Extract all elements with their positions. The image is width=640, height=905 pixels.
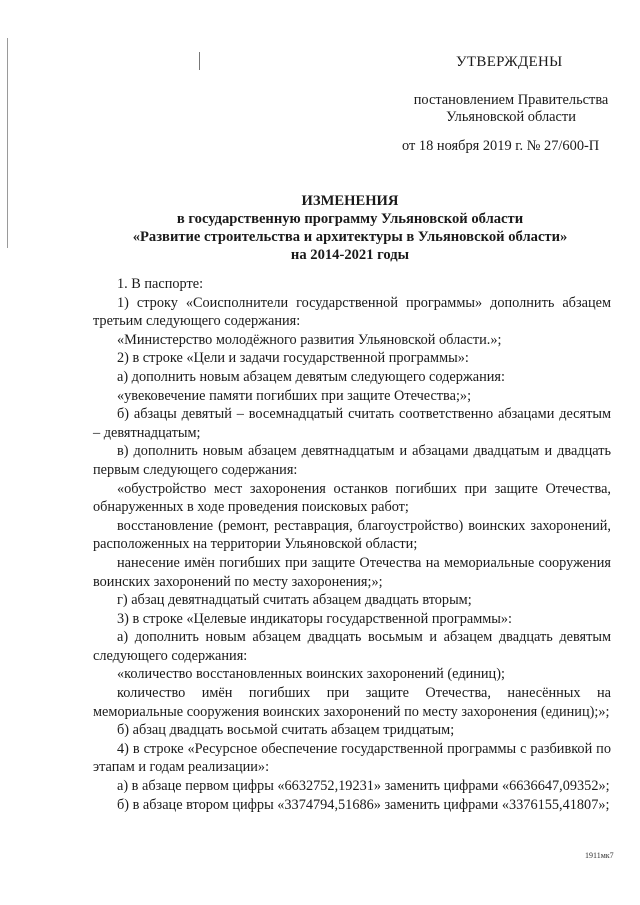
title-line-2: в государственную программу Ульяновской области [176,211,524,227]
document-title [90,192,610,264]
paragraph-14: а) дополнить новым абзацем двадцать восьмым и абзацем двадцать девятым следующего содержания: [93,629,611,664]
scan-mark [199,52,200,70]
paragraph-19: а) в абзаце первом цифры «6632752,19231» заменить цифрами «6636647,09352»; [117,778,610,795]
paragraph-12: г) абзац девятнадцатый считать абзацем двадцать вторым; [117,592,472,609]
scan-edge-line [7,38,8,248]
paragraph-7: б) абзацы девятый – восемнадцатый считать соответственно абзацами десятым – девятнадцатым; [93,406,611,441]
decree-reference [406,92,616,126]
paragraph-2: 1) строку «Соисполнители государственной программы» дополнить абзацем третьим следующего содержания: [93,294,611,330]
decree-date: от 18 ноября 2019 г. № 27/600-П [402,138,600,154]
paragraph-20: б) в абзаце втором цифры «3374794,51686» заменить цифрами «3376155,41807»; [117,796,610,813]
title-line-3: «Развитие строительства и архитектуры в Ульяновской области» [132,229,568,245]
paragraph-10: восстановление (ремонт, реставрация, благоустройство) воинских захоронений, расположенных на территории Ульяновской области; [93,517,611,553]
paragraph-13: 3) в строке «Целевые индикаторы государственной программы»: [117,610,513,627]
paragraph-18: 4) в строке «Ресурсное обеспечение государственной программы с разбивкой по этапам и годам реализации»: [93,740,611,776]
footer-code: 1911мк7 [585,851,614,860]
approved-heading: УТВЕРЖДЕНЫ [456,54,563,70]
paragraph-3: «Министерство молодёжного развития Ульяновской области.»; [117,331,502,348]
decree-line-1: постановлением Правительства [413,92,609,108]
paragraph-11: нанесение имён погибших при защите Отечества на мемориальные сооружения воинских захоронений по месту захоронения;»; [93,554,611,590]
title-line-1: ИЗМЕНЕНИЯ [301,193,399,209]
decree-line-2: Ульяновской области [446,109,576,125]
paragraph-17: б) абзац двадцать восьмой считать абзацем тридцатым; [117,722,455,739]
paragraph-5: а) дополнить новым абзацем девятым следующего содержания: [117,368,505,385]
paragraph-1: 1. В паспорте: [117,276,204,292]
document-body [93,275,611,814]
paragraph-6: «увековечение памяти погибших при защите Отечества;»; [117,387,472,404]
paragraph-8: в) дополнить новым абзацем девятнадцатым и абзацами двадцатым и двадцать первым следующего содержания: [93,443,611,478]
paragraph-16: количество имён погибших при защите Отечества, нанесённых на мемориальные сооружения воинских захоронений по месту захоронения (единиц);»; [93,685,611,720]
paragraph-15: «количество восстановленных воинских захоронений (единиц); [117,666,505,683]
paragraph-4: 2) в строке «Цели и задачи государственной программы»: [117,350,469,367]
title-line-4: на 2014-2021 годы [290,247,410,263]
paragraph-9: «обустройство мест захоронения останков погибших при защите Отечества, обнаруженных в ходе проведения поисковых работ; [93,480,611,516]
